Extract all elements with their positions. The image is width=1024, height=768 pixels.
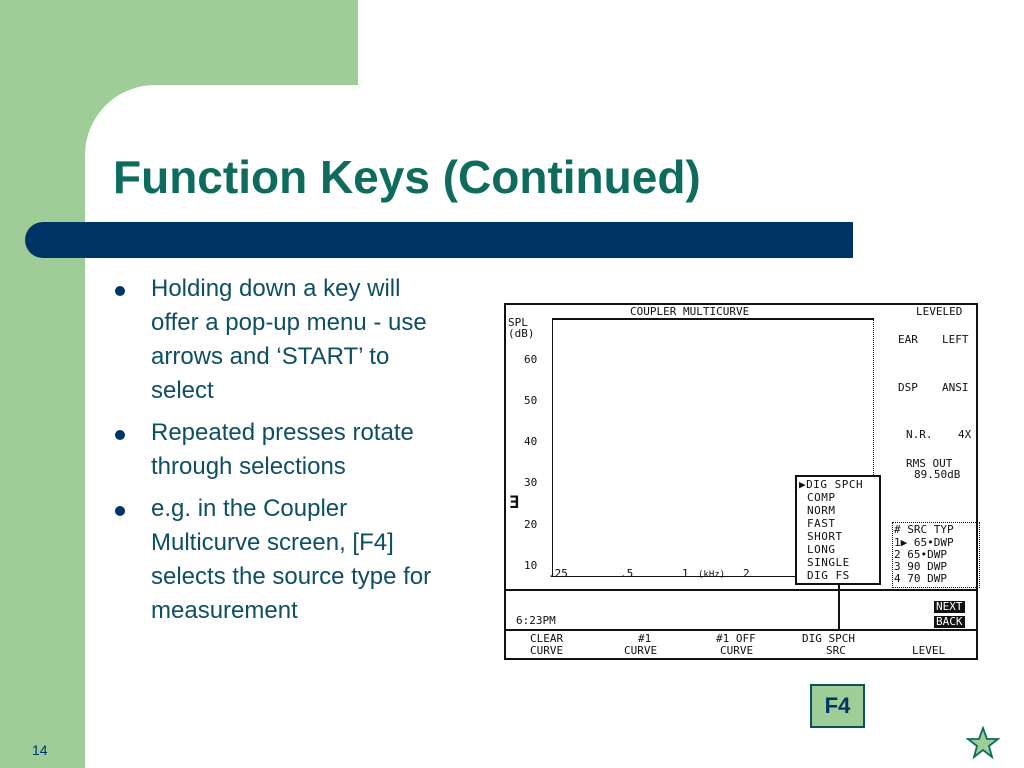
popup-item-selected[interactable]: ▶DIG SPCH	[799, 478, 864, 491]
y-tick: 20	[524, 518, 538, 531]
nr-value: 4X	[958, 428, 972, 441]
f1-label-line2[interactable]: CURVE	[530, 644, 564, 657]
back-button[interactable]: BACK	[936, 615, 963, 628]
ear-value: LEFT	[942, 333, 969, 346]
rms-out-value: 89.50dB	[914, 468, 961, 481]
popup-item[interactable]: SHORT	[807, 530, 843, 543]
bullet-text: Repeated presses rotate through selections	[151, 419, 414, 480]
x-tick: .5	[620, 567, 634, 580]
f5-label-line2[interactable]: LEVEL	[912, 644, 946, 657]
page-number: 14	[32, 742, 48, 758]
f3-label-line2[interactable]: CURVE	[720, 644, 754, 657]
popup-item[interactable]: SINGLE	[807, 556, 850, 569]
screen-status-rule	[506, 589, 976, 591]
x-axis-unit: (kHz)	[698, 570, 726, 580]
popup-item[interactable]: FAST	[807, 517, 836, 530]
popup-item[interactable]: LONG	[807, 543, 836, 556]
source-table-header: # SRC TYP	[894, 523, 954, 536]
f4-label-line2[interactable]: SRC	[826, 644, 846, 657]
cursor-marker-icon: Ǝ	[509, 493, 520, 513]
bullet-item	[113, 416, 453, 484]
clock-time: 6:23PM	[516, 614, 556, 627]
screen-title: COUPLER MULTICURVE	[630, 305, 750, 318]
bullet-list	[113, 272, 453, 636]
nr-label: N.R.	[906, 428, 933, 441]
f2-label-line2[interactable]: CURVE	[624, 644, 658, 657]
title-underline-bar	[25, 222, 853, 258]
x-tick: 2	[743, 567, 750, 580]
status-leveled: LEVELED	[916, 305, 963, 318]
y-tick: 50	[524, 394, 538, 407]
y-tick: 10	[524, 559, 538, 572]
bullet-dot-icon	[115, 430, 125, 440]
source-table-row: 3 90 DWP	[894, 560, 947, 573]
f2-label-line1: #1	[638, 632, 652, 645]
ear-label: EAR	[898, 333, 918, 346]
slide-title: Function Keys (Continued)	[113, 151, 701, 203]
function-key-rule	[506, 629, 976, 631]
source-table-row: 1▶ 65•DWP	[894, 536, 954, 549]
analyzer-screen	[504, 303, 978, 660]
star-icon	[966, 726, 1000, 760]
source-table-row: 2 65•DWP	[894, 548, 947, 561]
x-tick: .25	[548, 567, 568, 580]
source-type-table	[892, 522, 980, 588]
f1-label-line1: CLEAR	[530, 632, 564, 645]
bullet-text: e.g. in the Coupler Multicurve screen, [F4] selects the source type for measurement	[151, 495, 432, 624]
source-table-row: 4 70 DWP	[894, 572, 947, 585]
popup-item[interactable]: NORM	[807, 504, 836, 517]
bullet-dot-icon	[115, 286, 125, 296]
rms-out-label: RMS OUT	[906, 457, 953, 470]
f3-label-line1: #1 OFF	[716, 632, 756, 645]
popup-connector-line	[838, 585, 840, 629]
y-tick: 60	[524, 353, 538, 366]
f4-label-line1: DIG SPCH	[802, 632, 855, 645]
bullet-dot-icon	[115, 506, 125, 516]
dsp-value: ANSI	[942, 381, 969, 394]
popup-item[interactable]: DIG FS	[807, 569, 850, 582]
popup-item[interactable]: COMP	[807, 491, 836, 504]
x-tick: 1	[682, 567, 689, 580]
y-tick: 30	[524, 476, 538, 489]
bullet-text: Holding down a key will offer a pop-up menu - use arrows and ‘START’ to select	[151, 275, 427, 404]
bullet-item	[113, 492, 453, 628]
f4-key: F4	[810, 684, 865, 728]
bullet-item	[113, 272, 453, 408]
next-button[interactable]: NEXT	[936, 600, 963, 613]
y-axis-label-spl: SPL	[508, 316, 528, 329]
y-tick: 40	[524, 435, 538, 448]
y-axis-label-db: (dB)	[508, 327, 535, 340]
slide-background-top	[358, 0, 1024, 85]
source-popup-menu	[795, 475, 881, 585]
dsp-label: DSP	[898, 381, 918, 394]
